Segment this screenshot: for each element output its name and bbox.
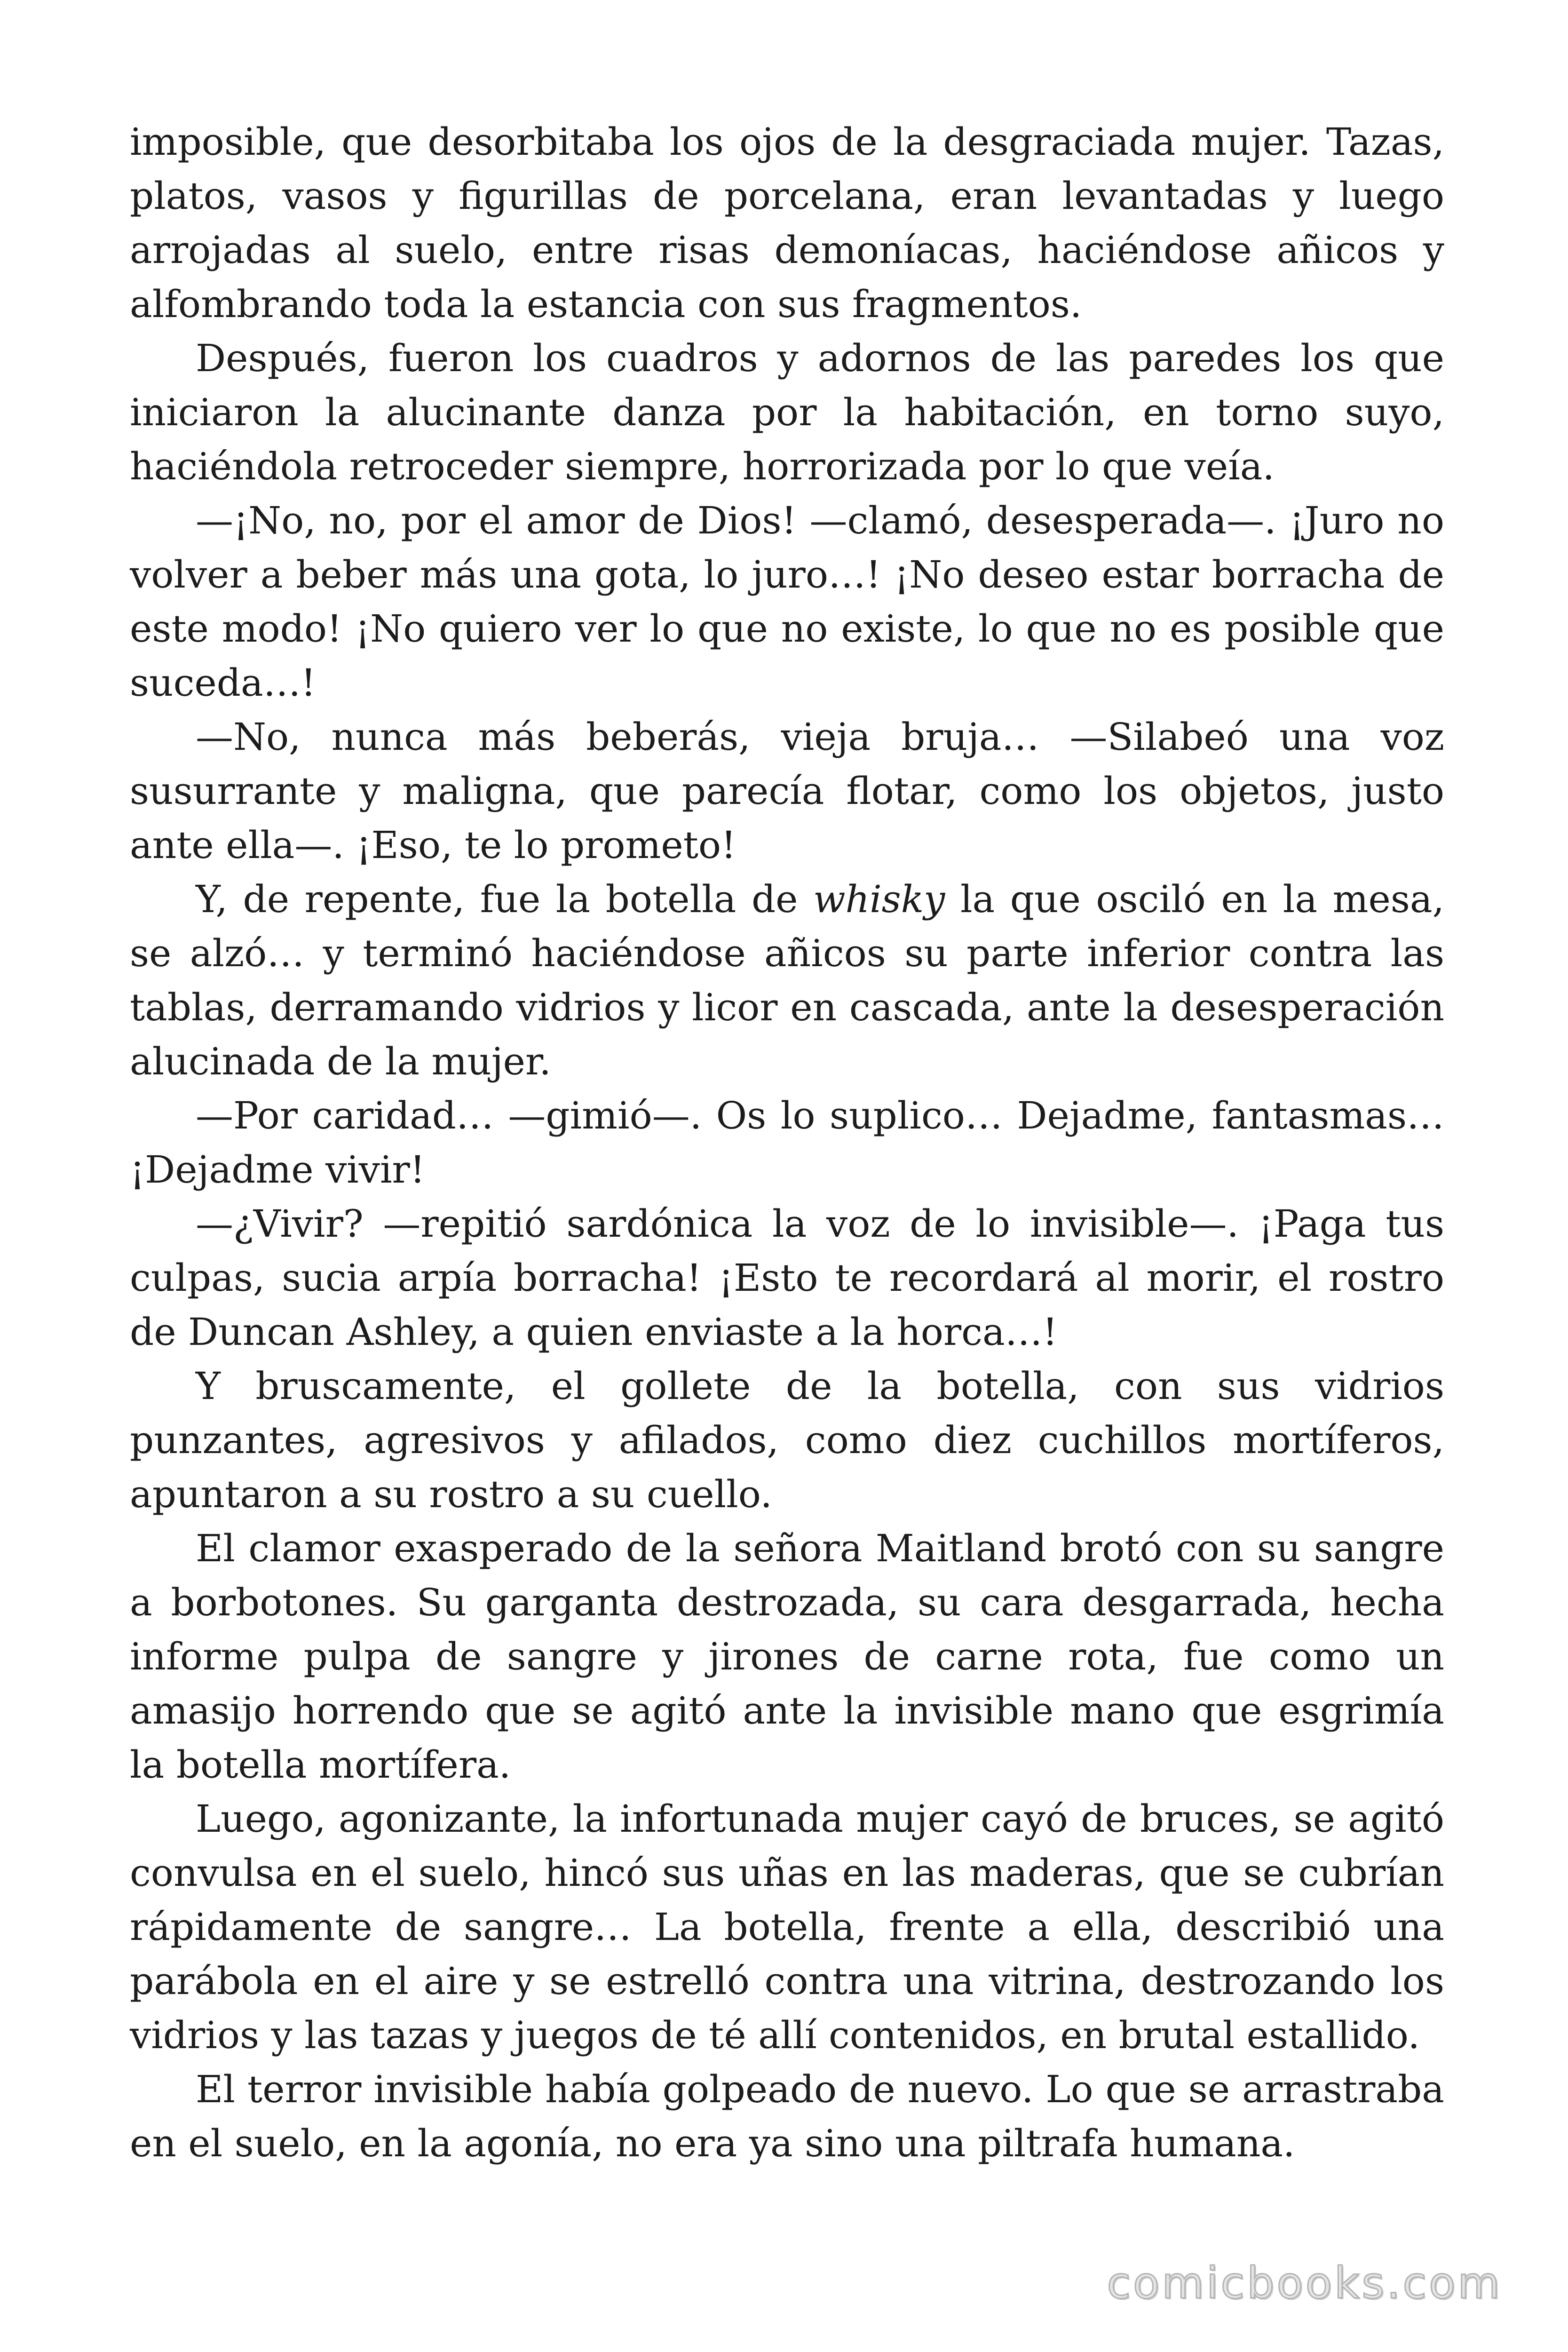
- paragraph-1: imposible, que desorbitaba los ojos de la desgraciada mujer. Tazas, platos, vasos y figurillas de porcelana, eran levantadas y luego arrojadas al suelo, entre risas demoníacas, haciéndose añicos y alfombrando toda la estancia con sus fragmentos.: [130, 120, 1444, 326]
- paragraph-10: Luego, agonizante, la infortunada mujer cayó de bruces, se agitó convulsa en el suelo, hincó sus uñas en las maderas, que se cubrían rápidamente de sangre… La botella, frente a ella, describió una parábola en el aire y se estrelló contra una vitrina, destrozando los vidrios y las tazas y juegos de té allí contenidos, en brutal estallido.: [130, 1797, 1444, 2057]
- paragraph-2: Después, fueron los cuadros y adornos de las paredes los que iniciaron la alucinante danza por la habitación, en torno suyo, haciéndola retroceder siempre, horrorizada por lo que veía.: [130, 336, 1444, 488]
- paragraph-7: —¿Vivir? —repitió sardónica la voz de lo invisible—. ¡Paga tus culpas, sucia arpía borracha! ¡Esto te recordará al morir, el rostro de Duncan Ashley, a quien enviaste a la horca…!: [130, 1202, 1444, 1354]
- paragraph-11: El terror invisible había golpeado de nuevo. Lo que se arrastraba en el suelo, en la agonía, no era ya sino una piltrafa humana.: [130, 2067, 1444, 2165]
- paragraph-5-text-before: Y, de repente, fue la botella de: [196, 877, 814, 921]
- paragraph-9: El clamor exasperado de la señora Maitland brotó con su sangre a borbotones. Su garganta destrozada, su cara desgarrada, hecha informe pulpa de sangre y jirones de carne rota, fue como un amasijo horrendo que se agitó ante la invisible mano que esgrimía la botella mortífera.: [130, 1526, 1444, 1787]
- paragraph-3: —¡No, no, por el amor de Dios! —clamó, desesperada—. ¡Juro no volver a beber más una gota, lo juro…! ¡No deseo estar borracha de este modo! ¡No quiero ver lo que no existe, lo que no es posible que suceda…!: [130, 499, 1444, 705]
- watermark-logo: comicbooks.com: [1107, 2258, 1502, 2308]
- paragraph-8: Y bruscamente, el gollete de la botella, con sus vidrios punzantes, agresivos y afilados, como diez cuchillos mortíferos, apuntaron a su rostro a su cuello.: [130, 1364, 1444, 1516]
- paragraph-6: —Por caridad… —gimió—. Os lo suplico… Dejadme, fantasmas… ¡Dejadme vivir!: [130, 1094, 1444, 1192]
- page-text: [130, 115, 1444, 2170]
- paragraph-5: [130, 872, 1444, 1089]
- paragraph-5-text-after: la que osciló en la mesa, se alzó… y terminó haciéndose añicos su parte inferior contra las tablas, derramando vidrios y licor en cascada, ante la desesperación alucinada de la mujer.: [130, 877, 1445, 1083]
- paragraph-5-italic-word: whisky: [813, 877, 945, 921]
- paragraph-4: —No, nunca más beberás, vieja bruja… —Silabeó una voz susurrante y maligna, que parecía flotar, como los objetos, justo ante ella—. ¡Eso, te lo prometo!: [130, 715, 1444, 867]
